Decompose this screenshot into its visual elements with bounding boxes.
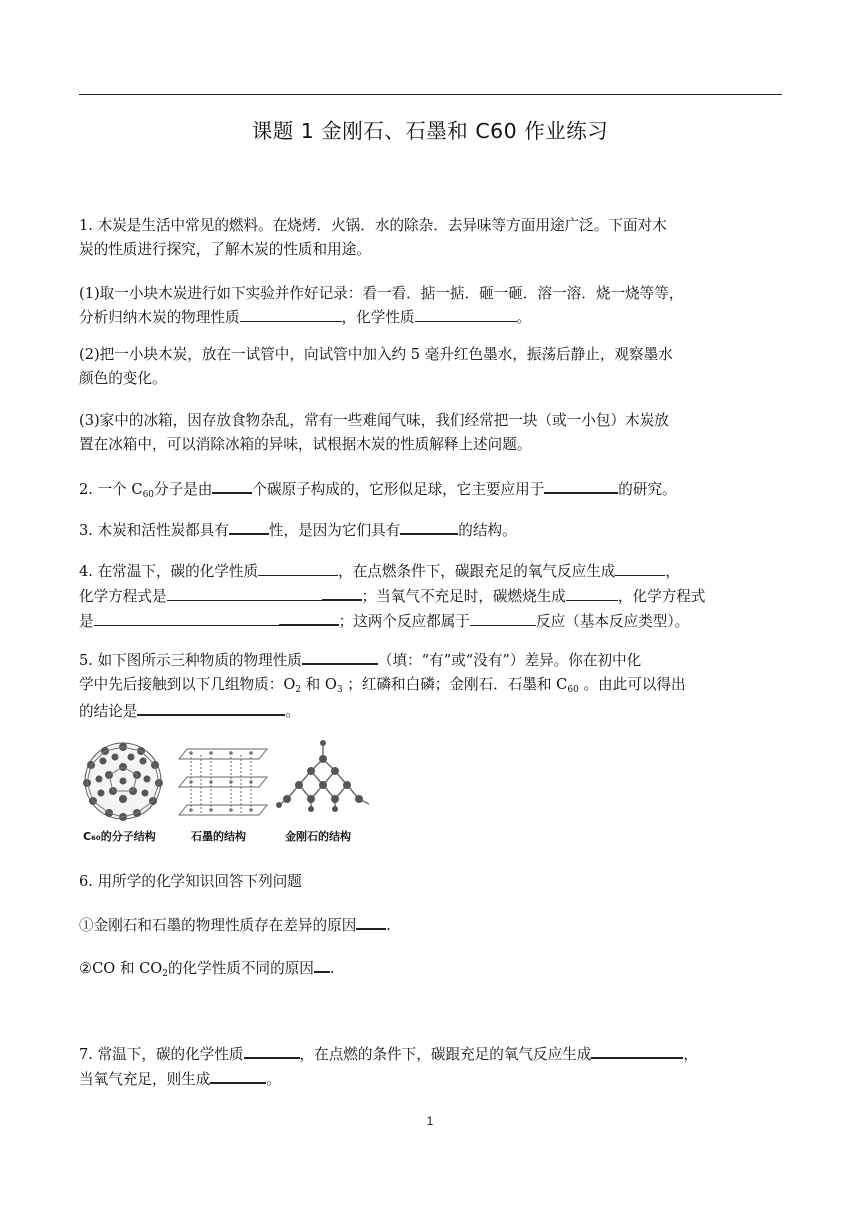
answer-blank[interactable] bbox=[591, 1042, 683, 1059]
q4-text-3c: 反应（基本反应类型）。 bbox=[535, 613, 690, 630]
diamond-structure-image bbox=[276, 740, 369, 812]
q7-line2 bbox=[79, 1067, 782, 1092]
q6-sub2-end: . bbox=[329, 960, 335, 977]
q2-text-a: 2. 一个 C bbox=[79, 481, 143, 498]
q6-intro: 6. 用所学的化学知识回答下列问题 bbox=[79, 873, 302, 890]
answer-blank[interactable] bbox=[544, 477, 618, 494]
q6-sub2-text-b: 的化学性质不同的原因 bbox=[167, 960, 314, 977]
caption-graphite: 石墨的结构 bbox=[191, 830, 246, 843]
q5 bbox=[79, 648, 782, 724]
q1-part3-line1: (3)家中的冰箱，因存放食物杂乱，常有一些难闻气味，我们经常把一块（或一小包）木炭放 bbox=[79, 412, 669, 429]
graphite-structure-image bbox=[179, 749, 267, 815]
q7-text-2a: 当氧气充足，则生成 bbox=[79, 1071, 211, 1088]
q5-text-2d: 。由此可以得出 bbox=[578, 676, 686, 693]
q1-part3 bbox=[79, 409, 782, 457]
carbon-structures-figure bbox=[79, 737, 369, 845]
q1-intro bbox=[79, 214, 782, 262]
answer-blank[interactable] bbox=[244, 1042, 300, 1059]
q3-text-c: 的结构。 bbox=[458, 522, 517, 539]
q2-subscript: 60 bbox=[142, 490, 155, 500]
q6-sub2 bbox=[79, 956, 782, 983]
q4 bbox=[79, 560, 782, 634]
q4-text-1a: 4. 在常温下，碳的化学性质 bbox=[79, 563, 259, 580]
q7-text-2b: 。 bbox=[266, 1071, 281, 1088]
answer-blank[interactable] bbox=[322, 584, 362, 601]
answer-blank[interactable] bbox=[240, 306, 342, 322]
q5-text-2a: 学中先后接触到以下几组物质：O bbox=[79, 676, 296, 693]
caption-c60: C₆₀的分子结构 bbox=[83, 830, 156, 843]
q4-line3 bbox=[79, 609, 782, 634]
q1-part2-line2: 颜色的变化。 bbox=[79, 370, 167, 387]
q5-text-1a: 5. 如下图所示三种物质的物理性质 bbox=[79, 652, 302, 669]
q1-part1 bbox=[79, 282, 782, 330]
answer-blank[interactable] bbox=[279, 609, 339, 626]
q1-intro-line1: 1. 木炭是生活中常见的燃料。在烧烤．火锅．水的除杂．去异味等方面用途广泛。下面对木 bbox=[79, 217, 667, 234]
q4-text-1b: ，在点燃条件下，碳跟充足的氧气反应生成 bbox=[338, 563, 616, 580]
q4-text-2c: ，化学方程式 bbox=[617, 588, 706, 605]
q2-text-c: 个碳原子构成的，它形似足球，它主要应用于 bbox=[252, 481, 545, 498]
q5-text-1b: （填：“有”或“没有”）差异。你在初中化 bbox=[377, 652, 642, 669]
answer-blank[interactable] bbox=[566, 585, 618, 601]
q5-text-3b: 。 bbox=[285, 703, 300, 720]
q1-part1-text-a: 分析归纳木炭的物理性质 bbox=[79, 309, 240, 326]
q1-part2-line1: (2)把一小块木炭，放在一试管中，向试管中加入约 5 毫升红色墨水，振荡后静止，观察墨水 bbox=[79, 346, 673, 363]
q5-sub-o3: 3 bbox=[336, 685, 343, 695]
answer-blank[interactable] bbox=[356, 913, 386, 930]
q7-text-1c: ， bbox=[683, 1046, 699, 1063]
q4-text-3b: ；这两个反应都属于 bbox=[338, 613, 470, 630]
q4-text-3a: 是 bbox=[79, 613, 94, 630]
answer-blank[interactable] bbox=[137, 699, 285, 716]
q1-part1-text-b: ，化学性质 bbox=[341, 309, 415, 326]
q5-line1 bbox=[79, 648, 782, 673]
q2-text-d: 的研究。 bbox=[618, 481, 677, 498]
q5-text-3a: 的结论是 bbox=[79, 703, 138, 720]
page-title: 课题 1 金刚石、石墨和 C60 作业练习 bbox=[251, 119, 609, 143]
q3-text-a: 3. 木炭和活性炭都具有 bbox=[79, 522, 229, 539]
q7-text-1b: ，在点燃的条件下，碳跟充足的氧气反应生成 bbox=[299, 1046, 592, 1063]
q1-intro-line2: 炭的性质进行探究，了解木炭的性质和用途。 bbox=[79, 241, 371, 258]
q6-sub2-text-a: ②CO 和 CO bbox=[79, 960, 163, 977]
answer-blank[interactable] bbox=[400, 518, 458, 535]
q6-sub1-text: ①金刚石和石墨的物理性质存在差异的原因 bbox=[79, 917, 357, 934]
page-number: 1 bbox=[426, 1114, 434, 1128]
answer-blank[interactable] bbox=[258, 560, 338, 576]
q1-part3-line2: 置在冰箱中，可以消除冰箱的异味，试根据木炭的性质解释上述问题。 bbox=[79, 436, 532, 453]
answer-blank[interactable] bbox=[302, 648, 378, 665]
q4-line2 bbox=[79, 584, 782, 609]
answer-blank[interactable] bbox=[210, 1067, 266, 1084]
q4-text-2a: 化学方程式是 bbox=[79, 588, 167, 605]
q4-text-2b: ；当氧气不充足时，碳燃烧生成 bbox=[361, 588, 566, 605]
q6-sub1 bbox=[79, 913, 782, 938]
structures-illustration bbox=[79, 737, 369, 827]
q5-sub-o2: 2 bbox=[295, 685, 302, 695]
q2 bbox=[79, 477, 782, 504]
q7-text-1a: 7. 常温下，碳的化学性质 bbox=[79, 1046, 244, 1063]
q4-line1 bbox=[79, 560, 782, 584]
caption-diamond: 金刚石的结构 bbox=[285, 830, 351, 843]
q1-part1-line1: (1)取一小块木炭进行如下实验并作好记录：看一看．掂一掂．砸一砸．溶一溶．烧一烧等等， bbox=[79, 285, 684, 302]
answer-blank[interactable] bbox=[415, 306, 517, 322]
c60-molecule-image bbox=[83, 743, 163, 821]
q4-text-1c: ， bbox=[665, 563, 681, 580]
q5-text-2b: 和 O bbox=[301, 676, 337, 693]
answer-blank[interactable] bbox=[94, 610, 279, 626]
answer-blank[interactable] bbox=[167, 585, 322, 601]
q3 bbox=[79, 518, 782, 543]
answer-blank[interactable] bbox=[470, 610, 536, 626]
q6-sub2-subscript: 2 bbox=[162, 969, 168, 979]
q5-text-2c: ；红磷和白磷；金刚石．石墨和 C bbox=[342, 676, 568, 693]
q1-part2 bbox=[79, 343, 782, 391]
q5-sub-c60: 60 bbox=[567, 685, 579, 695]
q6-sub1-end: . bbox=[386, 917, 391, 934]
q1-part1-text-c: 。 bbox=[516, 309, 532, 326]
q5-line2 bbox=[79, 673, 782, 699]
q1-part1-line2 bbox=[79, 306, 782, 330]
answer-blank[interactable] bbox=[314, 956, 330, 973]
answer-blank[interactable] bbox=[615, 560, 665, 576]
q5-line3 bbox=[79, 699, 782, 724]
q3-text-b: 性，是因为它们具有 bbox=[268, 522, 401, 539]
q7-line1 bbox=[79, 1042, 782, 1067]
q2-text-b: 分子是由 bbox=[154, 481, 213, 498]
header-rule bbox=[79, 94, 782, 95]
answer-blank[interactable] bbox=[212, 477, 252, 494]
answer-blank[interactable] bbox=[229, 518, 269, 535]
q7 bbox=[79, 1042, 782, 1092]
